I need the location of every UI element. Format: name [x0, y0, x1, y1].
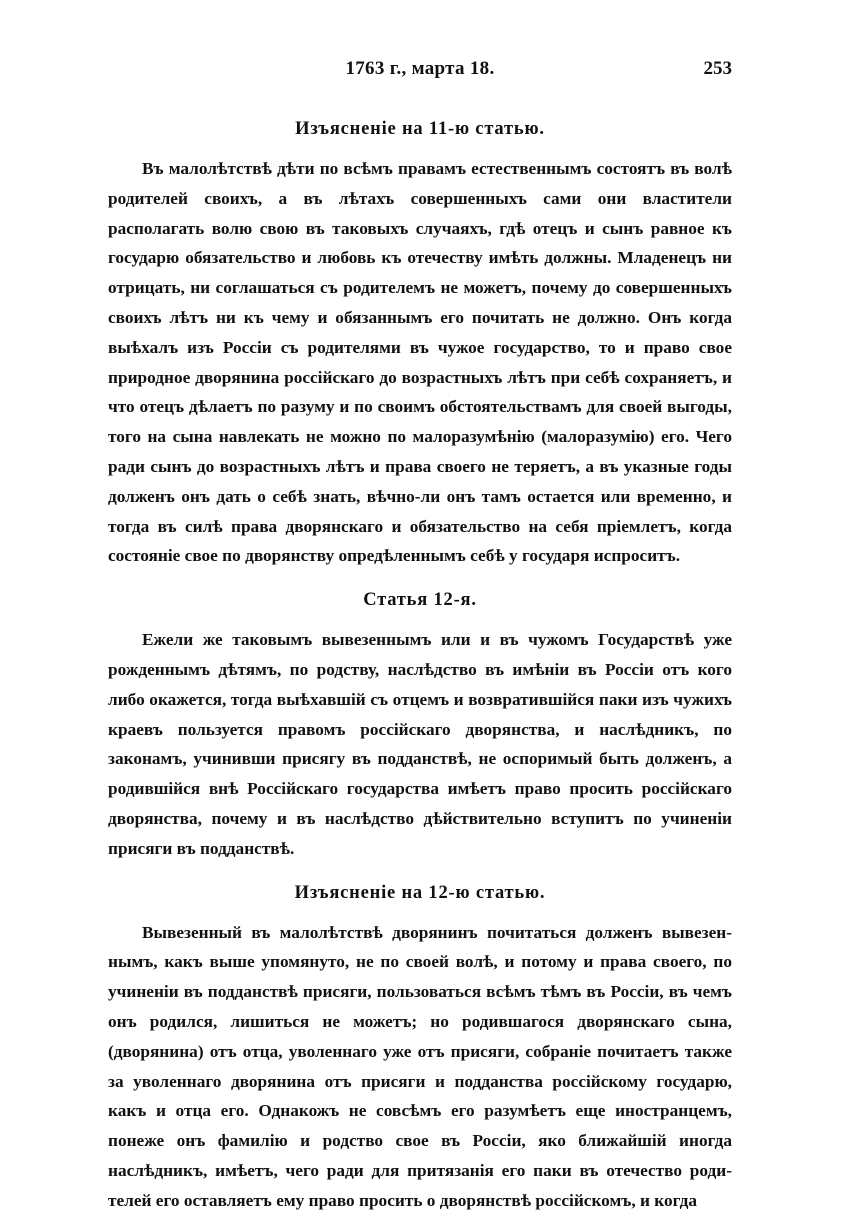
running-head-date: 1763 г., марта 18.: [345, 58, 495, 79]
paragraph-11-explanation: Въ малолѣтствѣ дѣти по всѣмъ правамъ естественнымъ состоятъ въ волѣ родителей своихъ, а въ лѣтахъ совершенныхъ сами они властители располагать волю свою въ таковыхъ случаяхъ, гдѣ отецъ и сынъ равное къ государю обязательство и любовь къ отечеству имѣть должны. Младенецъ ни отрицать, ни соглашаться съ родителемъ не можетъ, почему до совершенныхъ своихъ лѣтъ ни къ чему и обязаннымъ его почитать не должно. Онъ когда выѣхалъ изъ Россіи съ родителями въ чужое государство, то и право свое природное дворянина россійскаго до возрастныхъ лѣтъ при себѣ сохраняетъ, и что отецъ дѣлаетъ по разуму и по своимъ обстоятельствамъ для своей выгоды, того на сына навлекать не можно по малоразумѣнію (малоразумію) его. Чего ради сынъ до возрастныхъ лѣтъ и права своего не теряетъ, а въ указные годы долженъ онъ дать о себѣ знать, вѣчно-ли онъ тамъ остается или временно, и тогда въ силѣ права дворянскаго и обязательство на себя пріемлетъ, когда состояніе свое по дворянству опредѣленнымъ себѣ у государя испроситъ.: [108, 159, 732, 566]
section-heading-12-explanation: Изъясненіе на 12-ю статью.: [294, 882, 546, 903]
section-heading-11-explanation: Изъясненіе на 11-ю статью.: [295, 119, 545, 139]
paragraph-12-explanation: Вывезенный въ малолѣтствѣ дворянинъ почитаться долженъ вывезеннымъ, какъ выше упомянуто, не по своей волѣ, и потому и права своего, по учиненіи въ подданствѣ присяги, пользоваться всѣмъ тѣмъ въ Россіи, въ чемъ онъ родился, лишиться не можетъ; но родившагося дворянскаго сына, (дворянина) отъ отца, уволеннаго уже отъ присяги, собраніе почитаетъ также за уволеннаго дворянина отъ присяги и подданства россійскому государю, какъ и отца его. Однакожъ не совсѣмъ его разумѣетъ еще иностранцемъ, понеже онъ фамилію и родство свое въ Россіи, яко ближайшій иногда наслѣдникъ, имѣетъ, чего ради для притязанія его паки въ отечество родителей его оставляетъ ему право просить о дворянствѣ россійскомъ, и когда: [108, 922, 732, 1210]
paragraph-article-12: Ежели же таковымъ вывезеннымъ или и въ чужомъ Государствѣ уже рожденнымъ дѣтямъ, по родству, наслѣдство въ имѣніи въ Россіи отъ кого либо окажется, тогда выѣхавшій съ отцемъ и возвратившійся паки изъ чужихъ краевъ пользуется правомъ россійскаго дворянства, и наслѣдникъ, по законамъ, учинивши присягу въ подданствѣ, не оспоримый быть долженъ, а родившійся внѣ Россійскаго государства имѣетъ право просить россійскаго дворянства, почему и въ наслѣдство дѣйствительно вступитъ по учиненіи присяги въ подданствѣ.: [108, 630, 732, 858]
page-number: 253: [703, 58, 732, 79]
section-heading-article-12: Статья 12-я.: [363, 590, 477, 611]
page-header: [108, 58, 732, 88]
document-body: [108, 114, 732, 1216]
